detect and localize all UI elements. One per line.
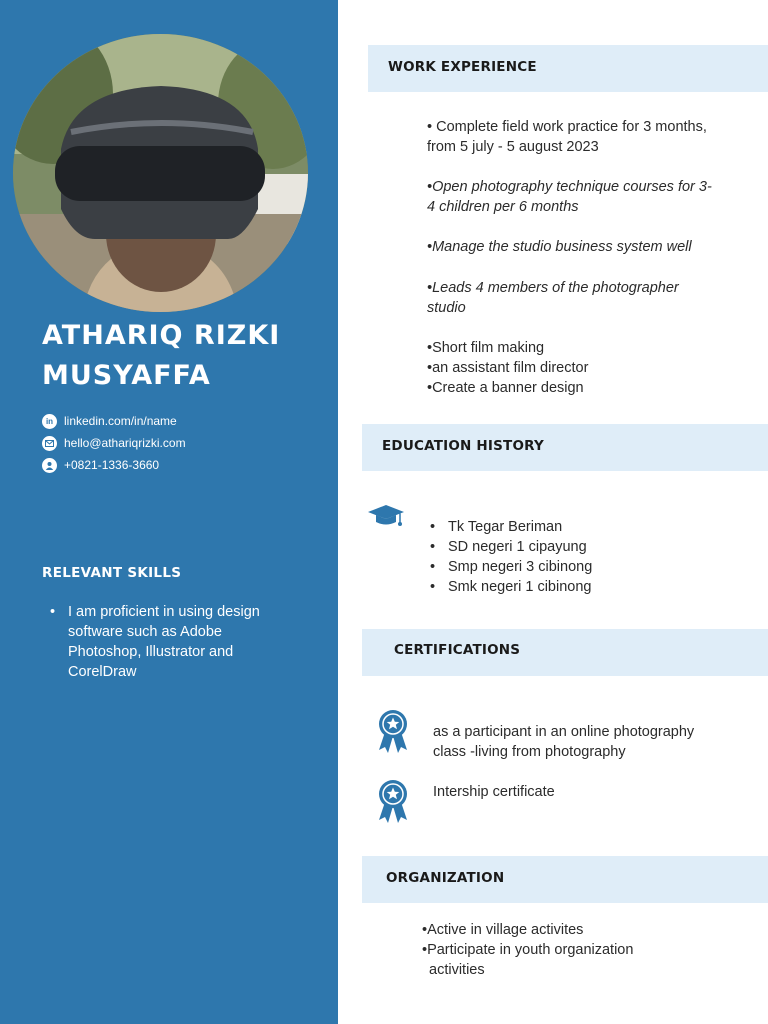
education-title: EDUCATION HISTORY: [382, 438, 544, 454]
skills-heading: RELEVANT SKILLS: [42, 565, 182, 581]
contact-email[interactable]: [42, 432, 186, 454]
award-ribbon-icon: [376, 778, 410, 824]
skills-list: [50, 602, 290, 682]
contact-email-text: hello@athariqrizki.com: [64, 436, 186, 450]
work-item: •Short film making: [427, 340, 545, 356]
education-list: [430, 517, 592, 597]
contact-linkedin-text: linkedin.com/in/name: [64, 414, 177, 428]
profile-name: ATHARIQ RIZKI MUSYAFFA: [42, 320, 281, 391]
contact-linkedin[interactable]: [42, 410, 186, 432]
organization-item-text: •Participate in youth organization activities: [422, 942, 634, 978]
sidebar: [0, 0, 338, 1024]
work-item: •Leads 4 members of the photographer studio: [427, 280, 679, 316]
user-icon: [42, 458, 57, 473]
organization-item: •Active in village activites: [422, 922, 584, 938]
profile-photo: [13, 34, 308, 312]
certification-item: Intership certificate: [433, 784, 555, 800]
linkedin-icon: in: [42, 414, 57, 429]
work-item: •Open photography technique courses for 3-4 children per 6 months: [427, 179, 712, 215]
organization-title: ORGANIZATION: [386, 870, 505, 886]
contact-phone[interactable]: [42, 454, 186, 476]
award-ribbon-icon: [376, 708, 410, 754]
work-item: •Manage the studio business system well: [427, 239, 692, 255]
work-item: • Complete field work practice for 3 months, from 5 july - 5 august 2023: [427, 119, 707, 155]
email-icon: [42, 436, 57, 451]
work-item: •Create a banner design: [427, 380, 584, 396]
education-item: • Tk Tegar Beriman: [430, 517, 592, 537]
education-item: • SD negeri 1 cipayung: [430, 537, 592, 557]
certifications-title: CERTIFICATIONS: [394, 642, 521, 658]
work-item: •an assistant film director: [427, 360, 589, 376]
contact-list: [42, 410, 186, 476]
graduation-cap-icon: [366, 503, 406, 529]
contact-phone-text: +0821-1336-3660: [64, 458, 160, 472]
education-item: • Smk negeri 1 cibinong: [430, 577, 592, 597]
education-item: • Smp negeri 3 cibinong: [430, 557, 592, 577]
work-experience-title: WORK EXPERIENCE: [388, 59, 537, 75]
organization-item: [422, 940, 672, 980]
skill-item: • I am proficient in using design software such as Adobe Photoshop, Illustrator and CorelDraw: [50, 602, 290, 682]
certification-item: as a participant in an online photography class -living from photography: [433, 724, 695, 760]
